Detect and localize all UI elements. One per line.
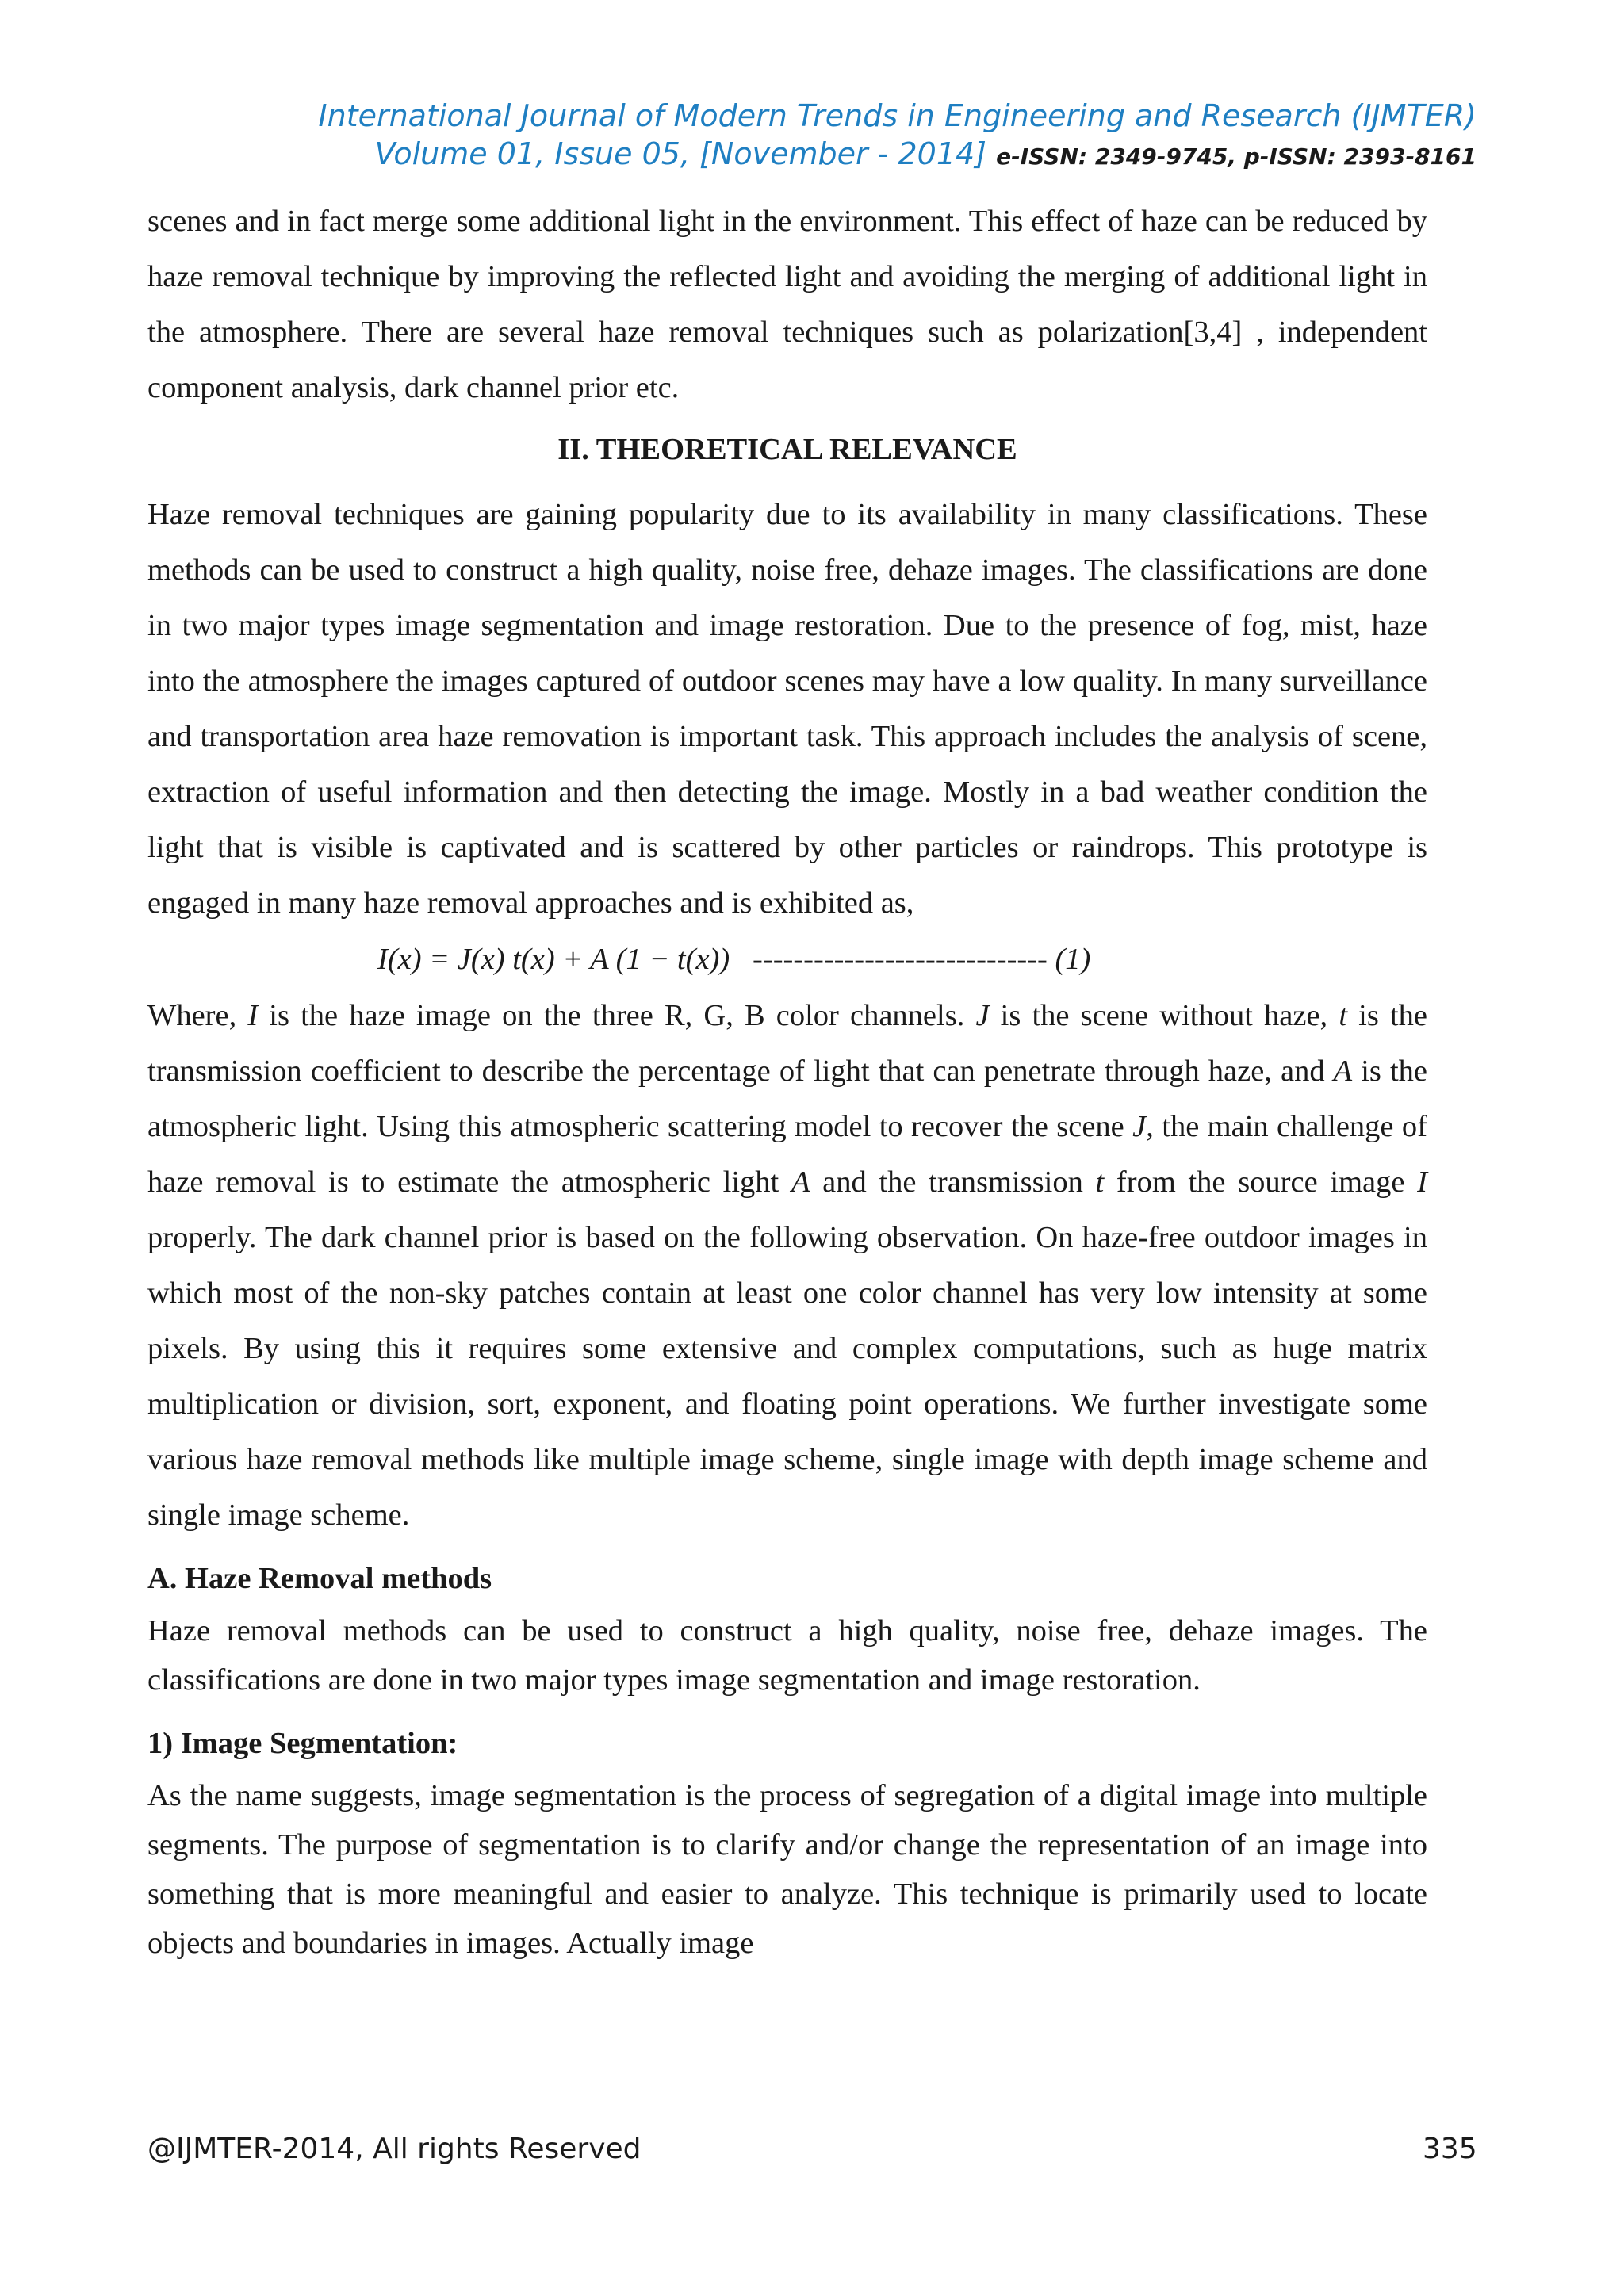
where-text: is the scene without haze, [989,999,1339,1032]
where-paragraph [147,988,1427,1543]
journal-title: International Journal of Modern Trends in Engineering and Research (IJMTER) [318,98,1477,133]
var-i: I [247,999,259,1032]
footer-copyright: @IJMTER-2014, All rights Reserved [147,2133,642,2165]
section-heading-theoretical-relevance: II. THEORETICAL RELEVANCE [557,433,1017,466]
page-number: 335 [1423,2133,1477,2165]
var-j: J [975,999,990,1032]
where-text: properly. The dark channel prior is based on the following observation. On haze-free outdoor images in which most of the non-sky patches contain at least one color channel has very low intensity at some pixels. By using this it requires some extensive and complex computations, such as huge matrix multiplication or division, sort, exponent, and floating point operations. We further investigate some various haze removal methods like multiple image scheme, single image with depth image scheme and single image scheme. [147,1221,1427,1532]
var-a: A [1333,1054,1353,1088]
where-text: is the atmospheric light. Using this atmospheric scattering model to recover the scene [147,1054,1427,1143]
var-t: t [1339,999,1348,1032]
where-text: is the transmission coefficient to describe the percentage of light that can penetrate through haze, and [147,999,1427,1088]
intro-paragraph: scenes and in fact merge some additional light in the environment. This effect of haze can be reduced by haze removal technique by improving the reflected light and avoiding the merging of additional light in the atmosphere. There are several haze removal techniques such as polarization[3,4] , independent component analysis, dark channel prior etc. [147,205,1427,404]
where-text: is the haze image on the three R, G, B color channels. [258,999,976,1032]
equation-1: I(x) = J(x) t(x) + A (1 − t(x)) ----------------------------- (1) [377,943,1091,976]
var-j: J [1132,1110,1147,1143]
segmentation-paragraph: As the name suggests, image segmentation is the process of segregation of a digital image into multiple segments. The purpose of segmentation is to clarify and/or change the representation of an image into something that is more meaningful and easier to analyze. This technique is primarily used to locate objects and boundaries in images. Actually image [147,1779,1427,1960]
page-body [147,193,1427,1968]
where-text: from the source image [1104,1165,1418,1199]
where-text: , the main challenge of haze removal is to estimate the atmospheric light [147,1110,1427,1199]
where-text: and the transmission [810,1165,1096,1199]
haze-methods-paragraph: Haze removal methods can be used to construct a high quality, noise free, dehaze images. The classifications are done in two major types image segmentation and image restoration. [147,1614,1427,1697]
journal-header [0,97,1477,176]
where-text: Where, [147,999,248,1032]
theory-paragraph: Haze removal techniques are gaining popularity due to its availability in many classifications. These methods can be used to construct a high quality, noise free, dehaze images. The classifications are done in two major types image segmentation and image restoration. Due to the presence of fog, mist, haze into the atmosphere the images captured of outdoor scenes may have a low quality. In many surveillance and transportation area haze removation is important task. This approach includes the analysis of scene, extraction of useful information and then detecting the image. Mostly in a bad weather condition the light that is visible is captivated and is scattered by other particles or raindrops. This prototype is engaged in many haze removal approaches and is exhibited as, [147,498,1427,920]
var-t: t [1095,1165,1105,1199]
var-a: A [791,1165,810,1199]
var-i: I [1417,1165,1427,1199]
subsection-heading-haze-removal-methods: A. Haze Removal methods [147,1562,492,1595]
journal-volume: Volume 01, Issue 05, [November - 2014] [374,136,987,171]
subsection-heading-image-segmentation: 1) Image Segmentation: [147,1727,458,1760]
journal-issn: e-ISSN: 2349-9745, p-ISSN: 2393-8161 [996,144,1477,170]
journal-volume-line [0,135,1477,176]
